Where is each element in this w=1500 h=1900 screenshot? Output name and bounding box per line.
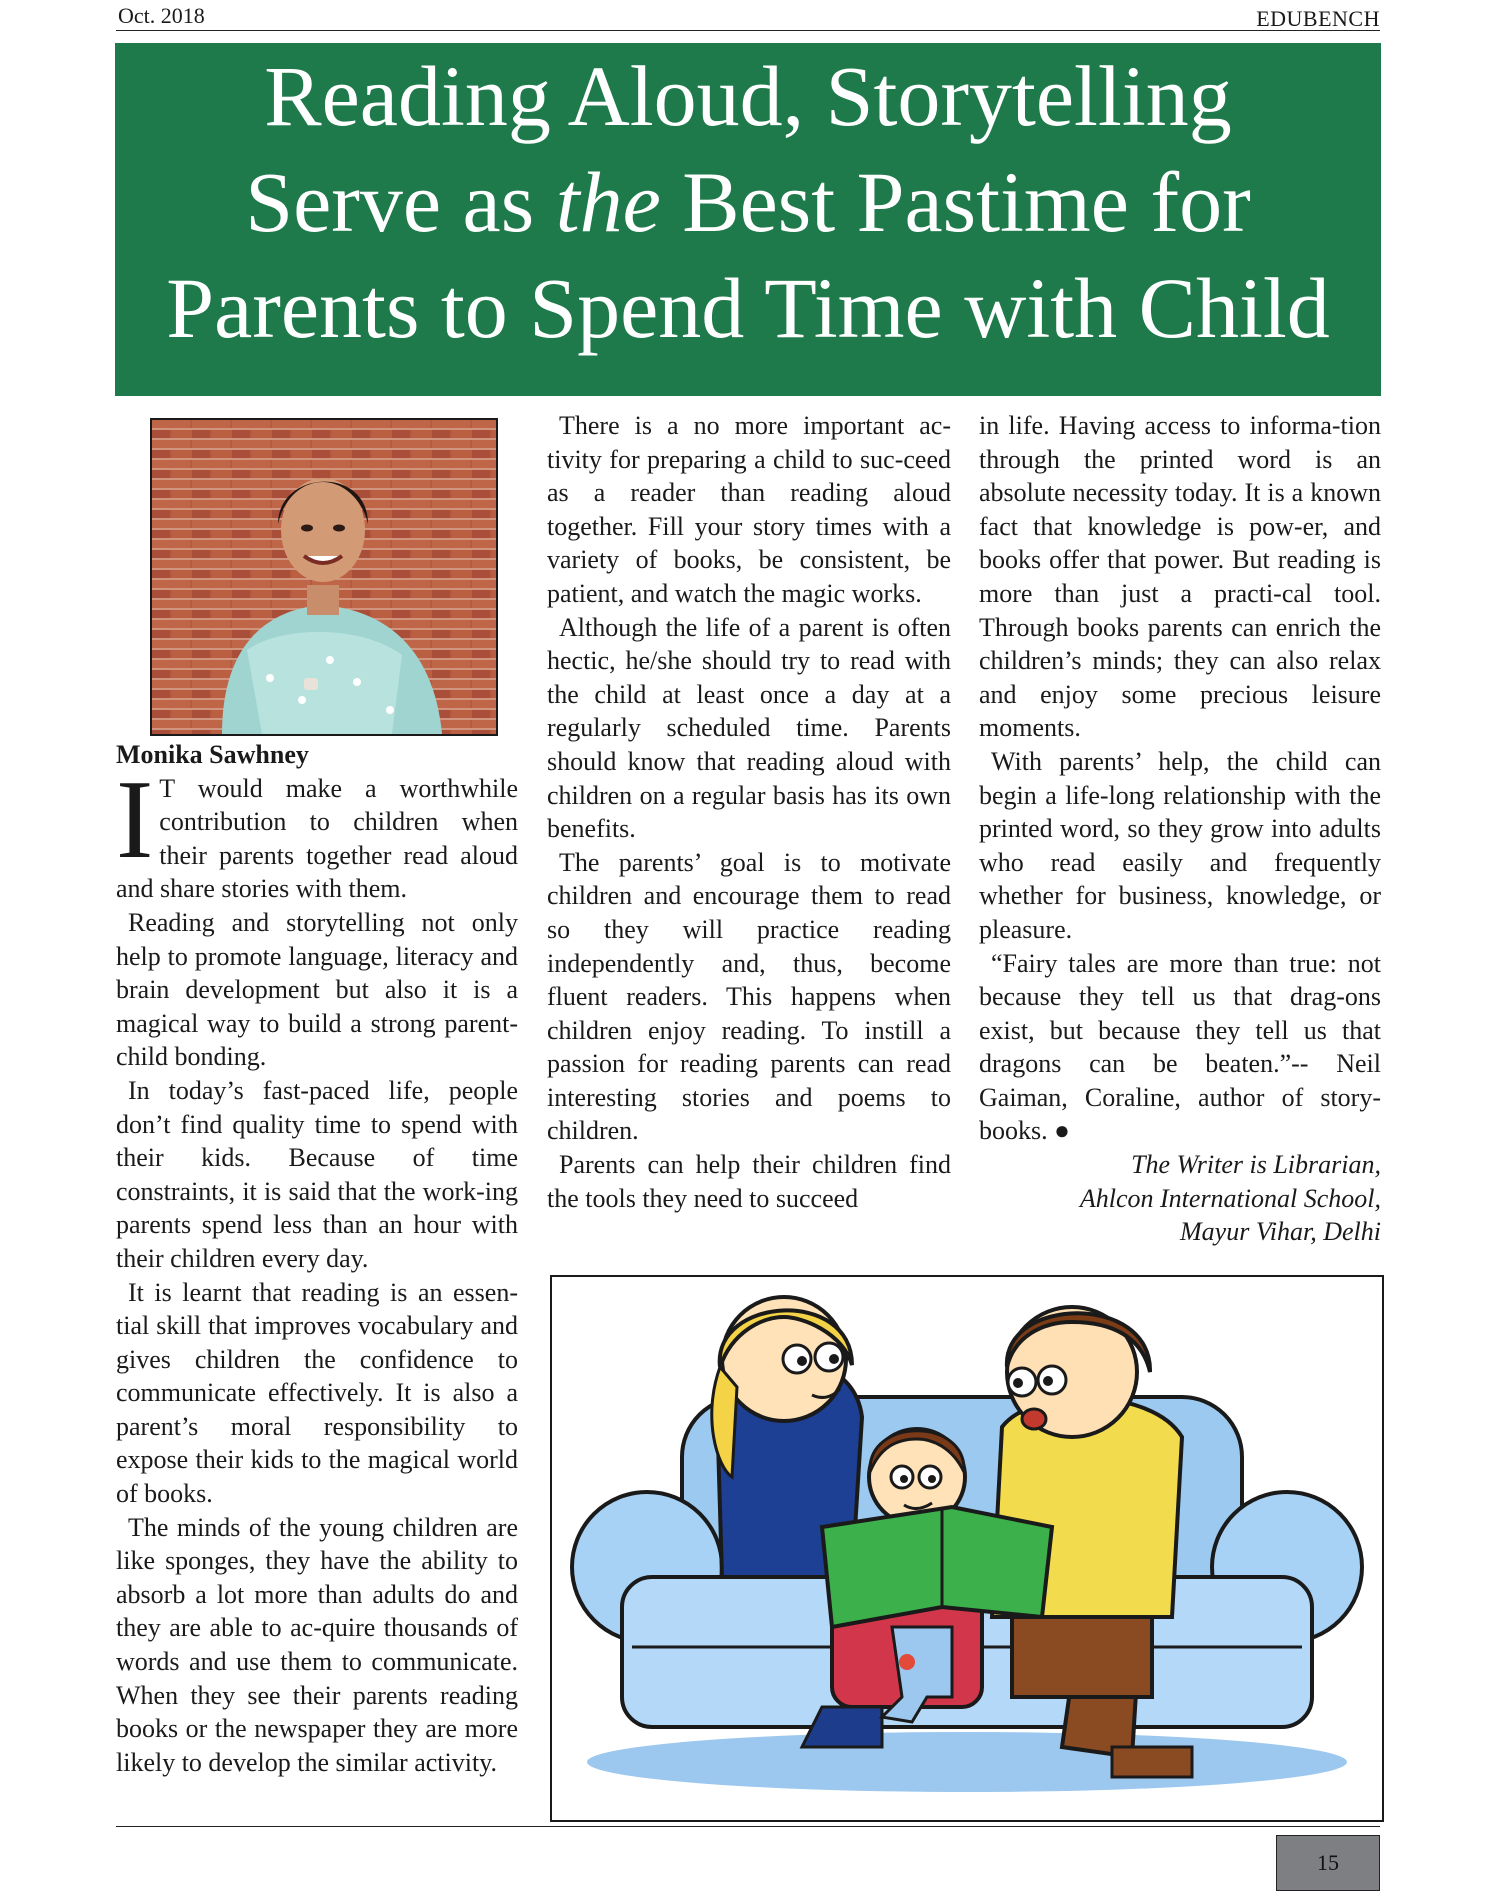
article-column-1 (116, 738, 518, 1779)
article-paragraph: Although the life of a parent is often hectic, he/she should try to read with the child at least once a day at a regularly scheduled time. Parents should know that reading aloud with children on a regular basis has its own benefits. (547, 612, 951, 844)
headline-line-2-italic: the (555, 154, 661, 250)
cartoon-family-reading-image (552, 1277, 1382, 1820)
article-paragraph: In today’s fast-paced life, people don’t find quality time to spend with their kids. Because of time constraints, it is said that the work-ing parents spend less than an hour with their children every day. (116, 1075, 518, 1273)
article-paragraph: There is a no more important ac-tivity for preparing a child to suc-ceed as a reader than reading aloud together. Fill your story times with a variety of books, be consistent, be patient, and watch the magic works. (547, 411, 951, 608)
article-paragraph (116, 757, 518, 906)
headline-banner (115, 43, 1381, 396)
author-credit (979, 1148, 1381, 1249)
author-photo-image (152, 420, 496, 734)
article-column-3 (979, 409, 1381, 1249)
credit-line: The Writer is Librarian, (1131, 1150, 1381, 1180)
issue-date: Oct. 2018 (118, 3, 205, 28)
page-number: 15 (1276, 1835, 1380, 1891)
headline-line-1: Reading Aloud, Storytelling (264, 48, 1232, 144)
article-paragraph: Reading and storytelling not only help to promote language, literacy and brain development but also it is a magical way to build a strong parent-child bonding. (116, 907, 518, 1072)
article-column-2 (547, 409, 951, 1215)
drop-cap: I (116, 757, 154, 882)
article-paragraph: in life. Having access to informa-tion through the printed word is an absolute necessity today. It is a known fact that knowledge is pow-er, and books offer that power. But reading is more than just a practi-cal tool. Through books parents can enrich the children’s minds; they can also relax and enjoy some precious leisure moments. (979, 411, 1381, 743)
article-paragraph: Parents can help their children find the tools they need to succeed (547, 1150, 951, 1213)
author-photo (150, 418, 498, 736)
family-reading-illustration (550, 1275, 1384, 1822)
footer-rule (116, 1826, 1380, 1827)
article-paragraph: The parents’ goal is to motivate children and encourage them to read so they will practice reading independently and, thus, become fluent readers. This happens when children enjoy reading. To instill a passion for reading parents can read interesting stories and poems to children. (547, 847, 951, 1146)
article-paragraph: “Fairy tales are more than true: not because they tell us that drag-ons exist, but because they tell us that dragons can be beaten.”-- Neil Gaiman, Coraline, author of story-books. ● (979, 948, 1381, 1146)
article-paragraph: It is learnt that reading is an essen-tial skill that improves vocabulary and gives children the confidence to communicate effectively. It is also a parent’s moral responsibility to expose their kids to the magical world of books. (116, 1277, 518, 1509)
author-name: Monika Sawhney (116, 740, 309, 769)
headline-line-2-start: Serve as (245, 154, 556, 250)
headline-line-2-end: Best Pastime for (660, 154, 1251, 250)
magazine-name: EDUBENCH (1256, 6, 1380, 31)
header-rule (116, 30, 1380, 31)
article-paragraph: The minds of the young children are like sponges, they have the ability to absorb a lot more than adults do and they are able to ac-quire thousands of words and use them to communicate. When they see their parents reading books or the newspaper they are more likely to develop the similar activity. (116, 1512, 518, 1777)
paragraph-text: T would make a worthwhile contribution to children when their parents together read aloud and share stories with them. (116, 773, 518, 904)
credit-line: Mayur Vihar, Delhi (1180, 1217, 1381, 1247)
article-paragraph: With parents’ help, the child can begin a life-long relationship with the printed word, so they grow into adults who read easily and frequently whether for business, knowledge, or pleasure. (979, 746, 1381, 944)
headline-line-2 (115, 149, 1381, 255)
headline-line-3: Parents to Spend Time with Child (166, 260, 1330, 356)
credit-line: Ahlcon International School, (1079, 1183, 1381, 1213)
